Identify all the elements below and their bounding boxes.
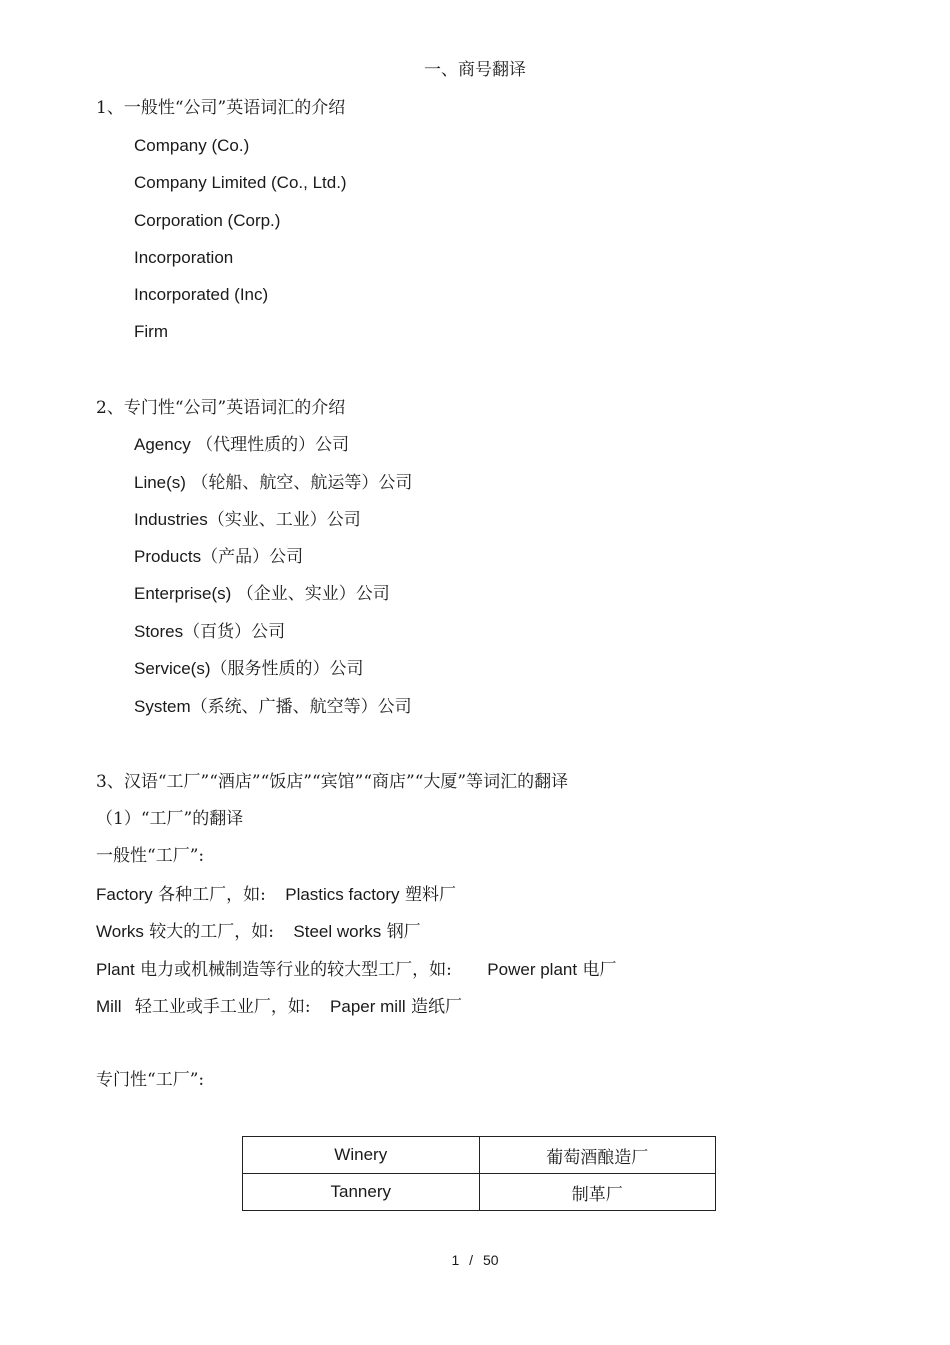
list-item: [134, 659, 364, 679]
page-title: 一、商号翻译: [424, 60, 526, 80]
list-item: [134, 622, 285, 642]
current-page: 1: [451, 1252, 460, 1268]
term-zh: （服务性质的）公司: [210, 659, 364, 679]
corporation-term: Corporation (Corp.): [134, 211, 281, 230]
example-en: Power plant: [487, 960, 578, 979]
general-factory-label: 一般性“工厂”:: [96, 846, 205, 866]
list-item: [96, 885, 456, 905]
term-en: System: [134, 697, 191, 716]
example-en: Paper mill: [330, 997, 406, 1016]
term-en: Agency: [134, 435, 191, 454]
table-cell-en: Tannery: [243, 1174, 480, 1211]
list-item: [134, 435, 349, 455]
term-zh: 轻工业或手工业厂，如:: [134, 997, 311, 1017]
term-zh: 各种工厂，如:: [158, 885, 266, 905]
table-row: [243, 1174, 716, 1211]
list-item: [134, 584, 390, 604]
list-item: [96, 960, 616, 980]
example-en: Steel works: [293, 922, 382, 941]
list-item: [134, 547, 303, 567]
term-en: Stores: [134, 622, 184, 641]
total-pages: 50: [482, 1252, 499, 1268]
term-zh: （企业、实业）公司: [236, 584, 390, 604]
firm-term: Firm: [134, 322, 168, 341]
term-en: Works: [96, 922, 144, 941]
term-en: Service(s): [134, 659, 211, 678]
section-3-heading: 3、汉语“工厂”“酒店”“饭店”“宾馆”“商店”“大厦”等词汇的翻译: [96, 772, 569, 792]
example-zh: 塑料厂: [404, 885, 456, 905]
table-cell-zh: 葡萄酒酿造厂: [479, 1137, 716, 1174]
term-en: Enterprise(s): [134, 584, 232, 603]
incorporation-term: Incorporation: [134, 248, 234, 267]
term-zh: （轮船、航空、航运等）公司: [191, 473, 413, 493]
company-limited-term: Company Limited (Co., Ltd.): [134, 173, 347, 192]
example-en: Plastics factory: [285, 885, 400, 904]
example-zh: 造纸厂: [411, 997, 463, 1017]
incorporated-term: Incorporated (Inc): [134, 285, 269, 304]
list-item: [96, 997, 462, 1017]
list-item: [96, 922, 421, 942]
term-en: Mill: [96, 997, 122, 1016]
term-zh: 较大的工厂，如:: [149, 922, 274, 942]
term-zh: （百货）公司: [183, 622, 286, 642]
page-number: [0, 1252, 950, 1268]
list-item: [134, 510, 361, 530]
example-zh: 电厂: [582, 960, 617, 980]
term-en: Plant: [96, 960, 135, 979]
section-2-heading: 2、专门性“公司”英语词汇的介绍: [96, 398, 346, 418]
table-cell-zh: 制革厂: [479, 1174, 716, 1211]
term-en: Industries: [134, 510, 208, 529]
list-item: [134, 473, 412, 493]
special-factory-label: 专门性“工厂”:: [96, 1070, 205, 1090]
page-separator: /: [469, 1252, 474, 1268]
term-zh: （系统、广播、航空等）公司: [190, 697, 412, 717]
term-zh: （代理性质的）公司: [196, 435, 350, 455]
term-en: Line(s): [134, 473, 186, 492]
factory-table: [242, 1136, 716, 1211]
table-cell-en: Winery: [243, 1137, 480, 1174]
company-term: Company (Co.): [134, 136, 250, 155]
term-en: Factory: [96, 885, 153, 904]
list-item: [134, 697, 412, 717]
term-zh: 电力或机械制造等行业的较大型工厂，如:: [140, 960, 452, 980]
subsection-heading: （1）“工厂”的翻译: [96, 809, 244, 829]
table-row: [243, 1137, 716, 1174]
example-zh: 钢厂: [386, 922, 421, 942]
term-zh: （产品）公司: [201, 547, 304, 567]
term-zh: （实业、工业）公司: [207, 510, 361, 530]
section-1-heading: 1、一般性“公司”英语词汇的介绍: [96, 98, 346, 118]
term-en: Products: [134, 547, 202, 566]
